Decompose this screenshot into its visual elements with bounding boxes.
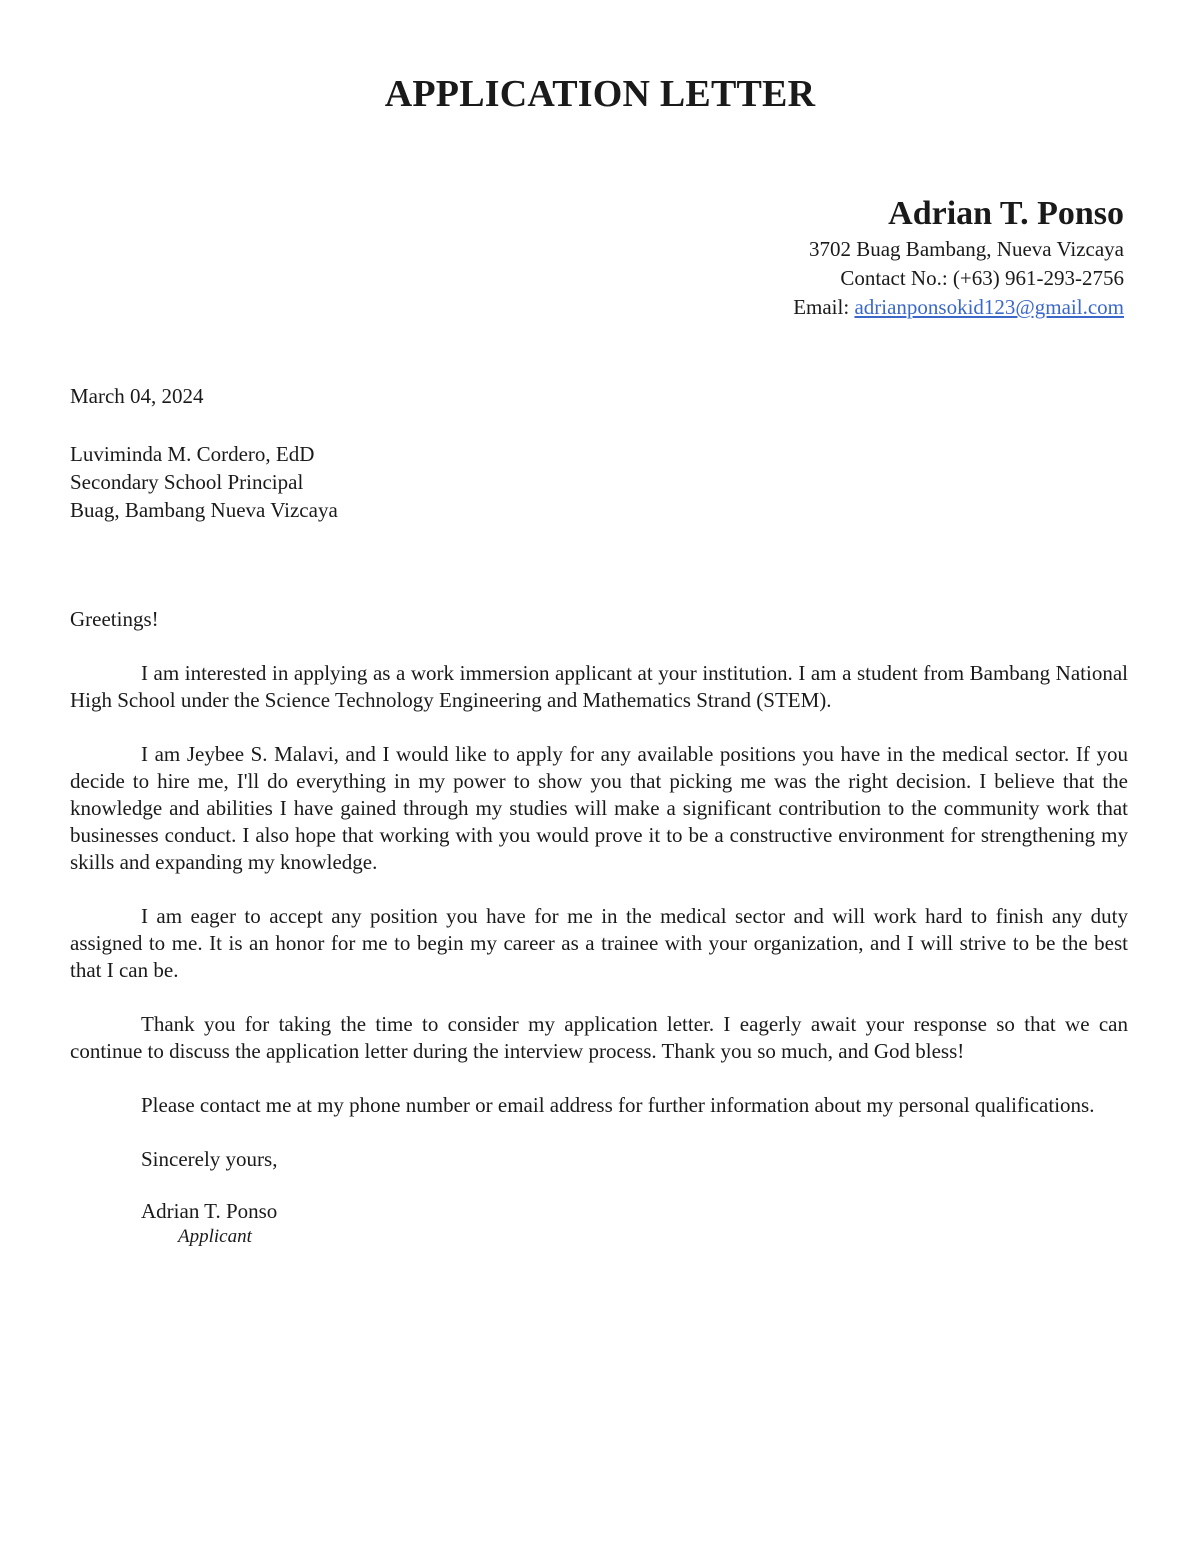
sender-email-line xyxy=(793,293,1124,322)
greeting: Greetings! xyxy=(70,607,159,631)
sender-name: Adrian T. Ponso xyxy=(888,195,1124,232)
recipient-name: Luviminda M. Cordero, EdD xyxy=(70,442,315,466)
sender-block xyxy=(793,194,1124,322)
body-paragraph: I am eager to accept any position you have for me in the medical sector and will work hard to finish any duty assigned to me. It is an honor for me to begin my career as a trainee with your organization, and I will strive to be the best that I can be. xyxy=(70,904,1128,982)
letter-date: March 04, 2024 xyxy=(70,384,204,408)
recipient-block xyxy=(70,440,338,524)
document-title: APPLICATION LETTER xyxy=(384,73,816,115)
body-paragraph: I am Jeybee S. Malavi, and I would like to apply for any available positions you have in the medical sector. If you decide to hire me, I'll do everything in my power to show you that picking me was the right decision. I believe that the knowledge and abilities I have gained through my studies will make a significant contribution to the community work that businesses conduct. I also hope that working with you would prove it to be a constructive environment for strengthening my skills and expanding my knowledge. xyxy=(70,742,1128,874)
body-paragraph: Thank you for taking the time to consider my application letter. I eagerly await your response so that we can continue to discuss the application letter during the interview process. Thank you so much, and God bless! xyxy=(70,1012,1128,1063)
recipient-position: Secondary School Principal xyxy=(70,470,304,494)
sender-email-label: Email: xyxy=(793,295,855,319)
recipient-address: Buag, Bambang Nueva Vizcaya xyxy=(70,498,338,522)
closing: Sincerely yours, xyxy=(141,1147,278,1171)
sender-contact: Contact No.: (+63) 961-293-2756 xyxy=(840,266,1124,290)
signer-title: Applicant xyxy=(178,1226,252,1247)
body-paragraph: I am interested in applying as a work immersion applicant at your institution. I am a student from Bambang National High School under the Science Technology Engineering and Mathematics Strand (STEM). xyxy=(70,661,1128,712)
sender-address: 3702 Buag Bambang, Nueva Vizcaya xyxy=(808,237,1124,261)
sender-email-link[interactable]: adrianponsokid123@gmail.com xyxy=(854,295,1124,319)
letter-body xyxy=(70,606,1128,1249)
signer-name: Adrian T. Ponso xyxy=(141,1199,278,1223)
body-paragraph: Please contact me at my phone number or email address for further information about my personal qualifications. xyxy=(141,1093,1095,1117)
